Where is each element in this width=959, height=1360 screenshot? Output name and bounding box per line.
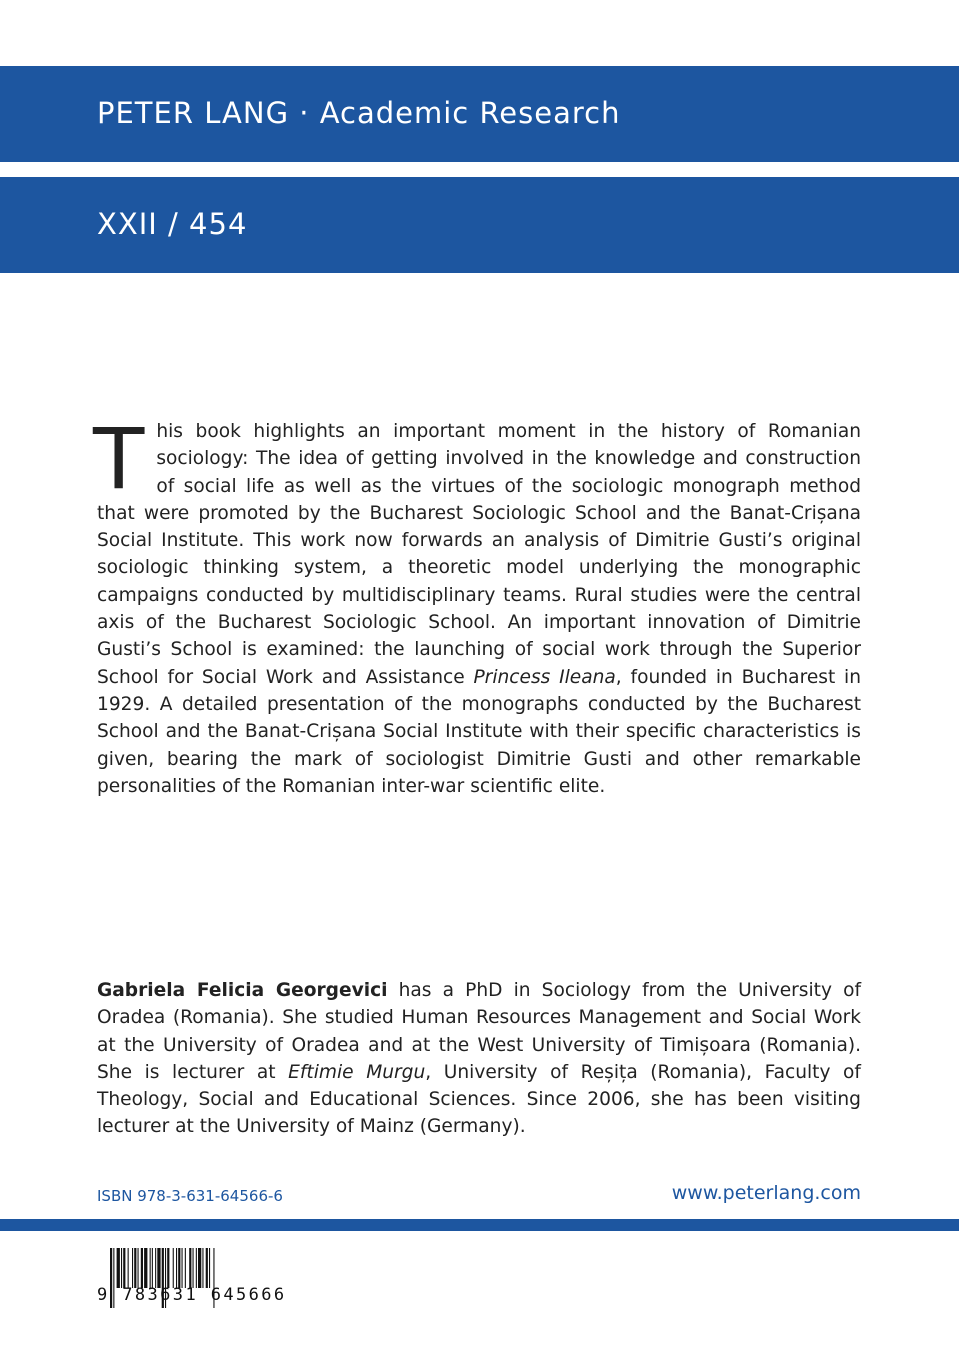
bio-text-1: has a PhD in Sociology from the University of Oradea (Romania). She studied Human Resources Management and Social Work at the University of Oradea and at the West University of Timișoara (Romania). She is lecturer at [97, 980, 862, 1083]
blurb-italic-title: Princess Ileana [473, 666, 616, 688]
barcode-digits: 9 783631 645666 [97, 1285, 287, 1305]
series-number: XXII / 454 [97, 207, 248, 241]
series-banner [0, 66, 959, 162]
bio-text-2: , University of Reșița (Romania), Faculty of Theology, Social and Educational Sciences. Since 2006, she has been visiting lecturer at the University of Mainz (Germany). [97, 1061, 861, 1138]
isbn-label: ISBN 978-3-631-64566-6 [97, 1187, 283, 1205]
author-bio [97, 977, 861, 1141]
series-number-banner [0, 177, 959, 273]
footer-rule [0, 1219, 959, 1231]
blurb-text-1: his book highlights an important moment in the history of Romanian sociology: The idea of getting involved in the knowledge and construction of social life as well as the virtues of the sociologic monograph method that were promoted by the Bucharest Sociologic School and the Banat-Crișana Social Institute. This work now forwards an analysis of Dimitrie Gusti’s original sociologic thinking system, a theoretic model underlying the monographic campaigns conducted by multidisciplinary teams. Rural studies were the central axis of the Bucharest Sociologic School. An important innovation of Dimitrie Gusti’s School is examined: the launching of social work through the Superior School for Social Work and Assistance [97, 421, 861, 688]
author-name: Gabriela Felicia Georgevici [97, 980, 388, 1001]
book-blurb [93, 410, 862, 800]
drop-cap: T [93, 410, 145, 508]
blurb-text-2: , founded in Bucharest in 1929. A detailed presentation of the monographs conducted by the Bucharest School and the Banat-Crișana Social Institute with their specific characteristics is given, bearing the mark of sociologist Dimitrie Gusti and other remarkable personalities of the Romanian inter-war scientific elite. [97, 666, 862, 797]
website-link[interactable]: www.peterlang.com [671, 1182, 861, 1204]
bio-italic-name: Eftimie Murgu [288, 1061, 426, 1083]
series-title: PETER LANG · Academic Research [97, 96, 621, 130]
